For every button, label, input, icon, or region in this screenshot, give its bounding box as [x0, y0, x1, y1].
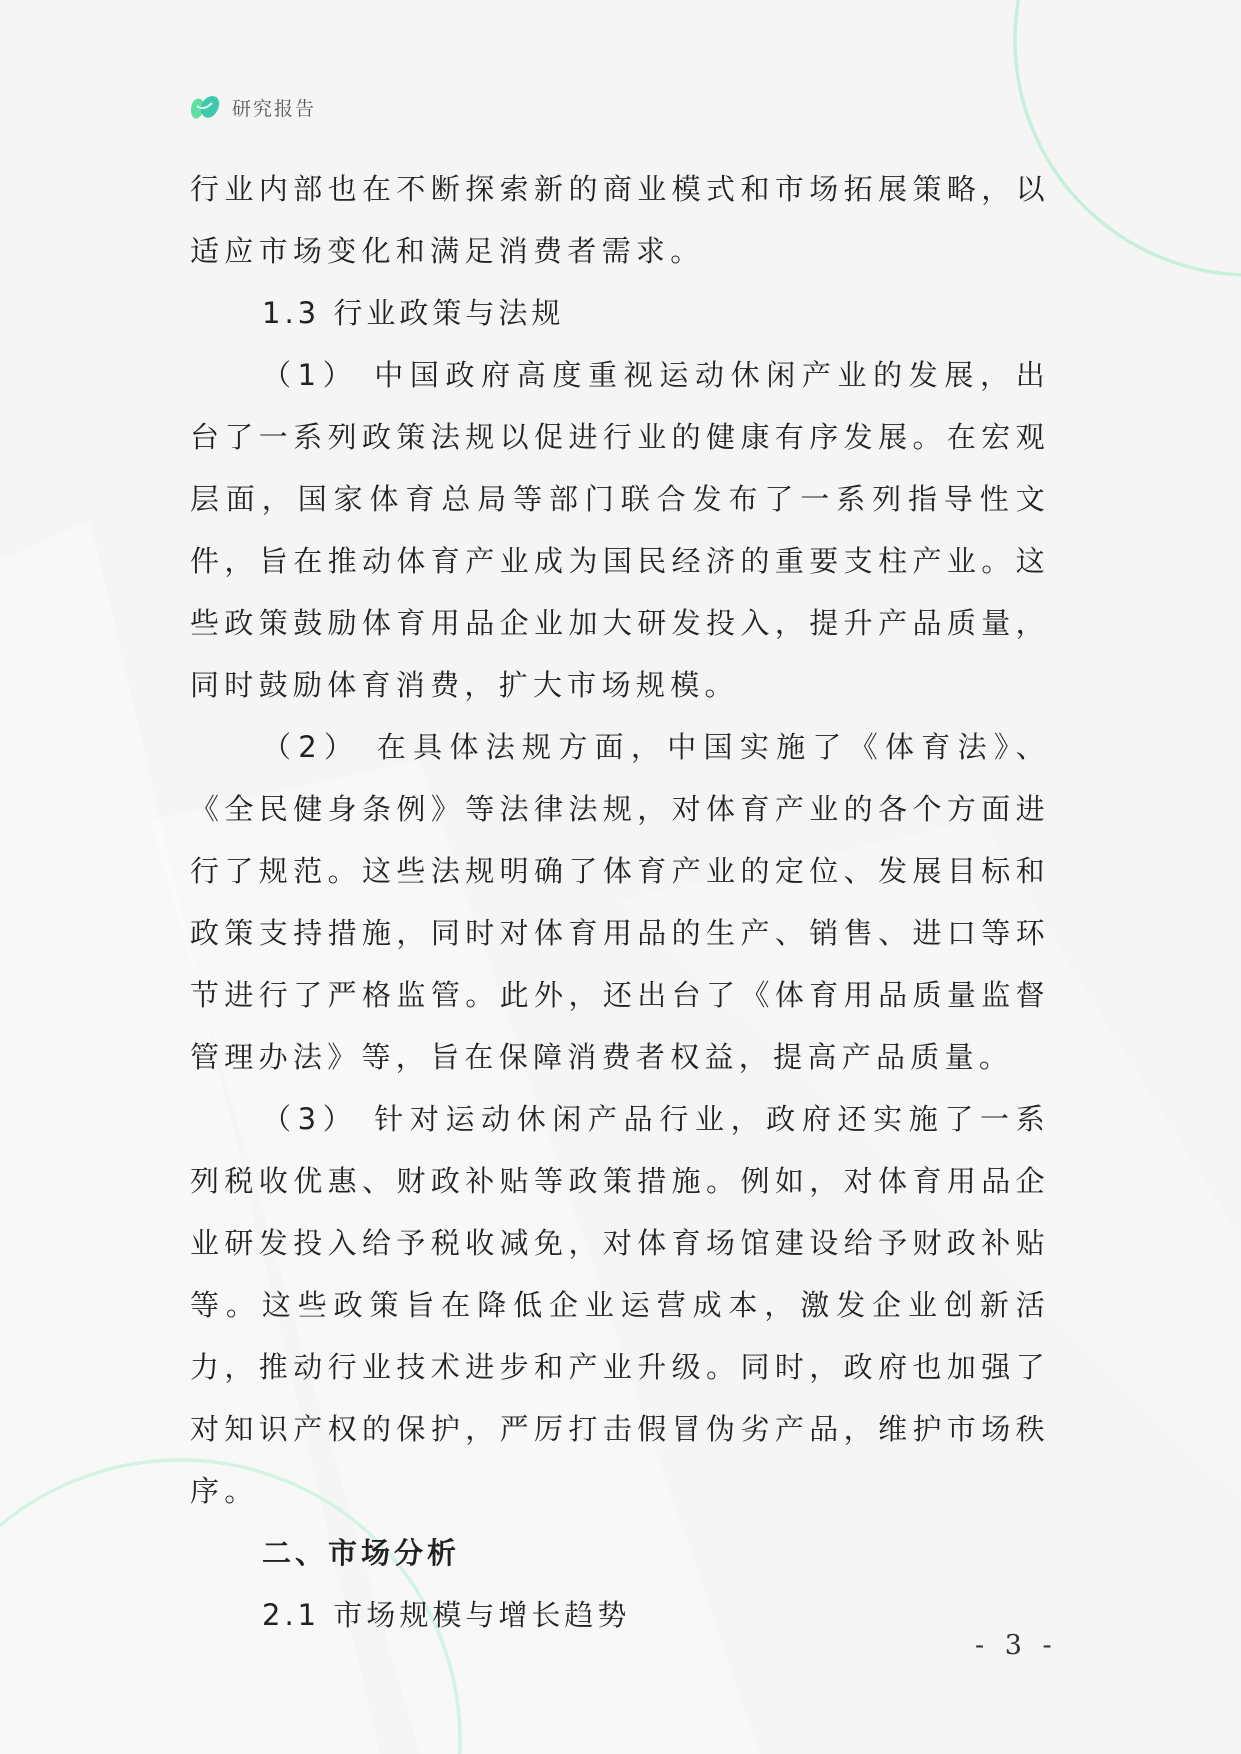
section-heading-1-3: 1.3 行业政策与法规	[262, 296, 565, 330]
section-heading-2-1: 2.1 市场规模与增长趋势	[262, 1598, 631, 1632]
header-title: 研究报告	[232, 97, 317, 120]
page-number: - 3 -	[975, 1630, 1058, 1661]
document-body	[190, 158, 1050, 1646]
green-leaf-logo-icon	[188, 92, 222, 122]
paragraph-policy-2: （2） 在具体法规方面，中国实施了《体育法》、《全民健身条例》等法律法规，对体育产业的各个方面进行了规范。这些法规明确了体育产业的定位、发展目标和政策支持措施，同时对体育用品的生产、销售、进口等环节进行了严格监管。此外，还出台了《体育用品质量监督管理办法》等，旨在保障消费者权益，提高产品质量。	[190, 730, 1050, 1074]
paragraph-policy-3: （3） 针对运动休闲产品行业，政府还实施了一系列税收优惠、财政补贴等政策措施。例如，对体育用品企业研发投入给予税收减免，对体育场馆建设给予财政补贴等。这些政策旨在降低企业运营成本，激发企业创新活力，推动行业技术进步和产业升级。同时，政府也加强了对知识产权的保护，严厉打击假冒伪劣产品，维护市场秩序。	[190, 1102, 1050, 1508]
paragraph-policy-1: （1） 中国政府高度重视运动休闲产业的发展，出台了一系列政策法规以促进行业的健康有序发展。在宏观层面，国家体育总局等部门联合发布了一系列指导性文件，旨在推动体育产业成为国民经济的重要支柱产业。这些政策鼓励体育用品企业加大研发投入，提升产品质量，同时鼓励体育消费，扩大市场规模。	[190, 358, 1050, 702]
chapter-heading-market-analysis: 二、市场分析	[262, 1536, 461, 1570]
paragraph-intro: 行业内部也在不断探索新的商业模式和市场拓展策略，以适应市场变化和满足消费者需求。	[190, 172, 1050, 268]
document-header	[188, 90, 316, 124]
